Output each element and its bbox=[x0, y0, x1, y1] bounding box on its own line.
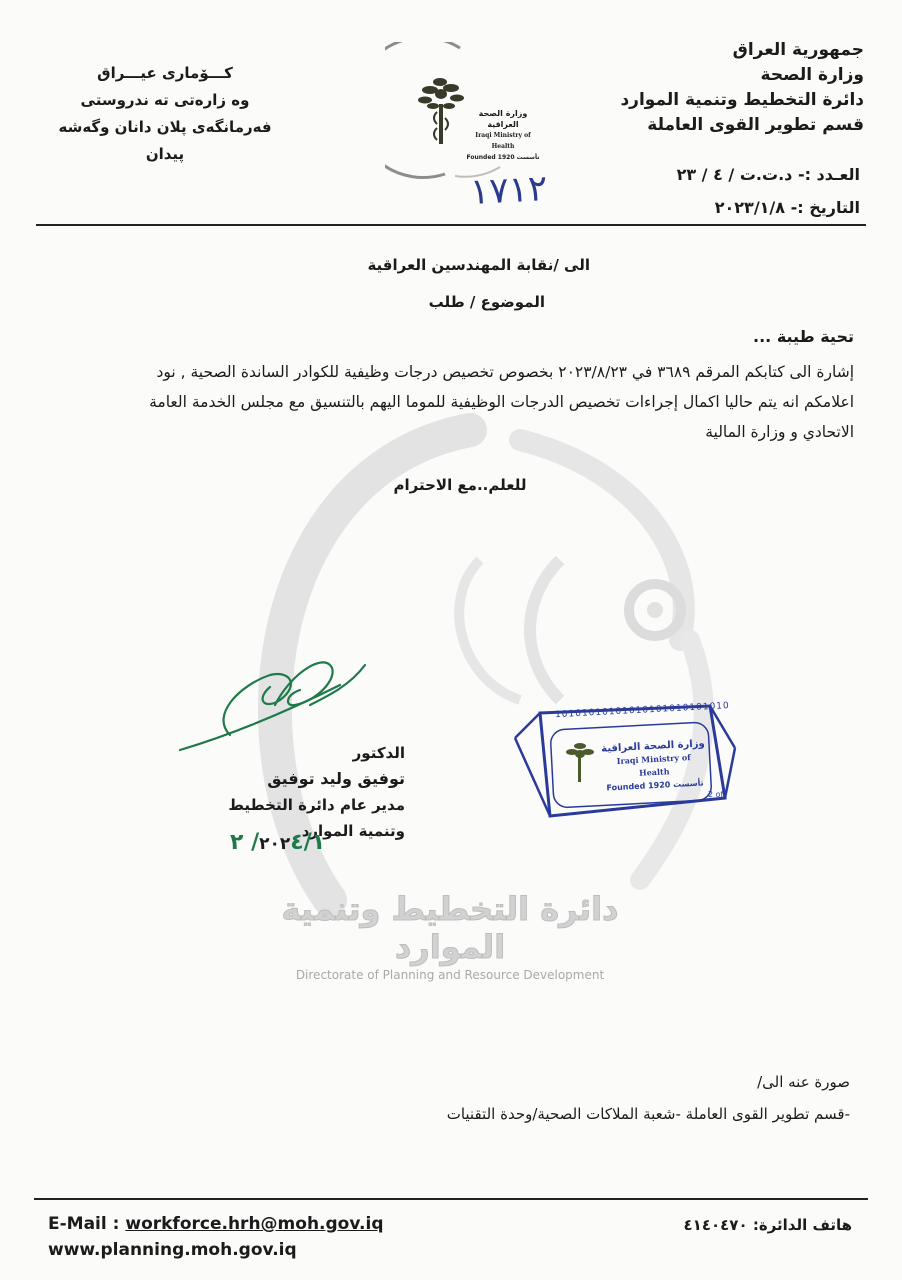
cc-recipients: -قسم تطوير القوى العاملة -شعبة الملاكات الصحية/وحدة التقنيات bbox=[446, 1105, 850, 1123]
stamp-founded: Founded 1920 تأسست bbox=[606, 778, 704, 793]
stamp-text bbox=[601, 737, 708, 794]
watermark-english: Directorate of Planning and Resource Development bbox=[295, 968, 605, 982]
signature-block bbox=[205, 740, 405, 844]
stamp-name-arabic: وزارة الصحة العراقية bbox=[600, 738, 705, 755]
subject: الموضوع / طلب bbox=[428, 293, 545, 311]
header-kurdish-line-1: كـــۆماری عیـــراق bbox=[97, 64, 233, 82]
logo-name-arabic: وزارة الصحة العراقية bbox=[478, 109, 528, 129]
signatory-title: الدكتور bbox=[352, 744, 405, 762]
signatory-position: مدير عام دائرة التخطيط وتنمية الموارد bbox=[228, 796, 405, 840]
greeting: تحية طيبة ... bbox=[753, 327, 854, 346]
signatory-name: توفيق وليد توفيق bbox=[267, 769, 405, 788]
watermark-text bbox=[250, 890, 650, 982]
logo-name-english: Iraqi Ministry of Health bbox=[475, 132, 531, 150]
header-ministry-kurdish bbox=[40, 60, 290, 168]
footer-email bbox=[48, 1214, 384, 1234]
official-stamp bbox=[510, 698, 740, 828]
header-ministry-arabic bbox=[604, 38, 864, 138]
header-kurdish-line-3: فەرمانگەی پلان دانان وگەشە پیدان bbox=[58, 118, 272, 163]
email-link[interactable]: workforce.hrh@moh.gov.iq bbox=[125, 1214, 384, 1234]
stamp-name-english: Iraqi Ministry of Health bbox=[616, 752, 691, 778]
body-line-2: اعلامكم انه يتم حاليا اكمال إجراءات تخصيص الدرجات الوظيفية للموما اليهم بالتنسيق مع مجلس الخدمة العامة bbox=[149, 393, 854, 411]
addressee: الى /نقابة المهندسين العراقية bbox=[367, 256, 590, 274]
body-paragraph bbox=[44, 357, 854, 447]
body-line-3: الاتحادي و وزارة المالية bbox=[705, 423, 854, 441]
header-line-department: قسم تطوير القوى العاملة bbox=[647, 115, 864, 135]
footer-divider bbox=[34, 1198, 868, 1200]
header-line-republic: جمهورية العراق bbox=[732, 40, 864, 60]
footer-phone: هاتف الدائرة: ٤١٤٠٤٧٠ bbox=[683, 1216, 852, 1234]
body-line-1: إشارة الى كتابكم المرقم ٣٦٨٩ في ٢٠٢٣/٨/٢٣ بخصوص تخصيص درجات وظيفية للكوادر الساندة الصحية , نود bbox=[156, 363, 854, 381]
header-line-directorate: دائرة التخطيط وتنمية الموارد bbox=[620, 90, 864, 110]
email-label: E-Mail : bbox=[48, 1214, 120, 1234]
header-divider bbox=[36, 224, 866, 226]
website-link[interactable]: www.planning.moh.gov.iq bbox=[48, 1240, 297, 1260]
reference-number: العـدد :- د.ت.ت / ٤ / ٢٣ bbox=[676, 165, 860, 184]
stamp-side-mark: 2 of bbox=[708, 790, 724, 799]
logo-founded: Founded 1920 تأسست bbox=[466, 154, 540, 161]
cc-label: صورة عنه الى/ bbox=[757, 1073, 850, 1091]
handwritten-incoming-number: ١٧١٢ bbox=[468, 168, 549, 213]
closing: للعلم..مع الاحترام bbox=[393, 476, 527, 494]
watermark-arabic: دائرة التخطيط وتنمية الموارد bbox=[281, 890, 619, 966]
reference-date: التاريخ :- ٢٠٢٣/١/٨ bbox=[714, 198, 860, 217]
stamp-code-ring: 10101010101010101010101010 bbox=[554, 701, 731, 721]
header-kurdish-line-2: وه زارەتی تە ندروستی bbox=[80, 91, 250, 109]
signature-date: ٢٠٢٤/١/ ٢ bbox=[230, 830, 326, 855]
ministry-logo bbox=[385, 42, 545, 182]
header-line-ministry: وزارة الصحة bbox=[760, 65, 864, 85]
